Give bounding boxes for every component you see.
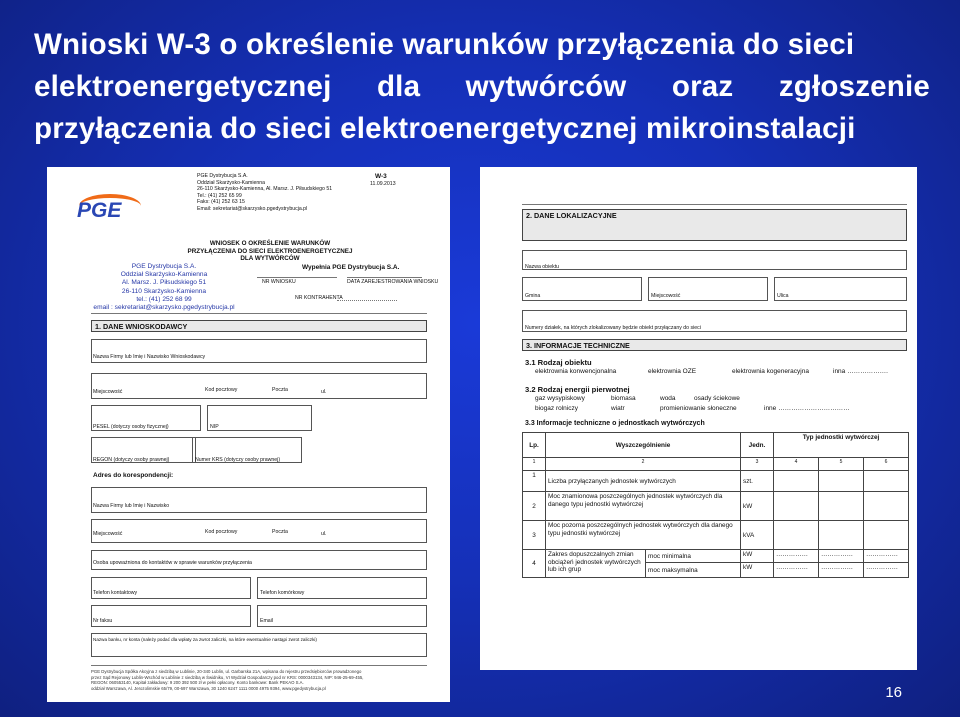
object-type: elektrownia kogeneracyjna: [732, 368, 809, 375]
footer-line: przez Sąd Rejonowy Lublin-Wschód w Lublinie z siedzibą w Świdniku, VI Wydział Gospodarczy pod nr KRS: 0000343134, NIP: 946-25-69-455,: [91, 674, 364, 680]
footer-text: [91, 669, 363, 691]
correspondence-heading: Adres do korespondencji:: [93, 472, 174, 479]
slide-title: [34, 24, 930, 150]
table-cell: 2: [523, 492, 546, 521]
field-box: [91, 373, 427, 399]
table-header: Lp.: [523, 433, 546, 458]
rule: [91, 665, 427, 666]
table-cell: 3: [741, 458, 774, 471]
field-label: Osoba upoważniona do kontaktów w sprawie warunków przyłączenia: [93, 560, 252, 566]
object-type: inna ……………….: [833, 368, 888, 375]
field-label: Kod pocztowy: [205, 529, 238, 535]
field-box: [522, 250, 907, 270]
table-cell: [864, 471, 909, 492]
table-header: Jedn.: [741, 433, 774, 458]
field-label: REGON (dotyczy osoby prawnej): [93, 457, 170, 463]
section-1-header: 1. DANE WNIOSKODAWCY: [91, 320, 427, 332]
heading-line: WNIOSEK O OKREŚLENIE WARUNKÓW: [209, 240, 331, 247]
title-word: zgłoszenie: [778, 70, 930, 103]
nr-wniosku-label: NR WNIOSKU: [262, 279, 296, 285]
footer-line: PGE Dystrybucja Spółka Akcyjna z siedzibą w Lublinie, 20-340 Lublin, ul. Garbarska 21A, wpisana do rejestru przedsiębiorców prowadzonego: [91, 669, 362, 674]
object-type: elektrownia konwencjonalna: [535, 368, 617, 375]
table-cell: 1: [523, 458, 546, 471]
tech-table: [522, 432, 909, 578]
footer-line: REGON: 060553140, Kapitał zakładowy: 9 200 392 500 zł w pełni opłacony. Konto bankowe: Bank PEKAO S.A.: [91, 680, 304, 686]
table-cell: [774, 471, 819, 492]
address-block: [89, 263, 239, 312]
field-label: Telefon komórkowy: [260, 590, 305, 596]
company-line: PGE Dystrybucja S.A.: [197, 173, 248, 179]
heading-line: DLA WYTWÓRCÓW: [240, 255, 300, 262]
subsection-3-2: 3.2 Rodzaj energii pierwotnej: [525, 385, 630, 394]
field-box: [91, 605, 251, 627]
page-number: 16: [885, 684, 902, 701]
title-line-3: przyłączenia do sieci elektroenergetycznej mikroinstalacji: [34, 112, 856, 145]
table-cell: kW: [741, 492, 774, 521]
field-label: Nazwa banku, nr konta (należy podać dla wpłaty za zwrot zaliczki, na które ewentualnie nastąpi zwrot zaliczki): [93, 637, 317, 642]
table-cell: 1: [523, 471, 546, 492]
field-label: Nr faksu: [93, 618, 113, 624]
table-cell: 3: [523, 521, 546, 550]
field-label: Nazwa Firmy lub Imię i Nazwisko: [93, 503, 170, 509]
field-label: Miejscowość: [651, 293, 681, 299]
table-cell: [774, 492, 819, 521]
table-cell: [819, 471, 864, 492]
field-box: [774, 277, 907, 301]
table-cell: kW: [741, 550, 774, 563]
object-type: elektrownia OZE: [648, 368, 697, 375]
company-line: Oddział Skarżysko-Kamienna: [197, 179, 266, 186]
table-cell: Moc znamionowa poszczególnych jednostek wytwórczych dla danego typu jednostki wytwórczej: [546, 492, 741, 521]
form-page-2-image: [480, 167, 917, 670]
table-header: Wyszczególnienie: [546, 433, 741, 458]
filled-by-label: Wypełnia PGE Dystrybucja S.A.: [302, 264, 400, 271]
field-label: Telefon kontaktowy: [93, 590, 138, 596]
footer-line: oddział Warszawa, Al. Jerozolimskie 65/79, 00-697 Warszawa, 30 1240 6247 1111 0000 4975 9394, www.pgedystrybucja.pl: [91, 685, 326, 691]
table-cell: Zakres dopuszczalnych zmian obciążeń jednostek wytwórczych lub ich grup: [546, 550, 646, 578]
company-block: [197, 173, 332, 212]
table-row: [523, 458, 909, 471]
address-line: 26-110 Skarżysko-Kamienna: [121, 287, 207, 295]
field-label: Nazwa obiektu: [525, 264, 560, 270]
title-word: elektroenergetycznej: [34, 70, 332, 103]
table-cell: 6: [864, 458, 909, 471]
table-cell: kVA: [741, 521, 774, 550]
field-label: Nazwa Firmy lub Imię i Nazwisko Wnioskodawcy: [93, 354, 206, 360]
form-heading: [165, 240, 375, 263]
table-cell: 4: [523, 550, 546, 578]
field-label: PESEL (dotyczy osoby fizycznej): [93, 424, 169, 430]
table-cell: ……………: [864, 550, 909, 563]
title-line-2: [34, 66, 930, 108]
table-cell: ……………: [774, 563, 819, 578]
form-date: 11.09.2013: [370, 181, 396, 187]
field-label: NIP: [210, 424, 219, 430]
pge-logo: PGE: [77, 199, 122, 222]
energy-type: osady ściekowe: [694, 395, 740, 402]
form-code: W-3: [375, 173, 387, 180]
energy-type: gaz wysypiskowy: [535, 395, 585, 402]
rule: [337, 300, 397, 301]
field-label: Poczta: [272, 387, 288, 393]
table-cell: Moc pozorna poszczególnych jednostek wytwórczych dla danego typu jednostki wytwórczej: [546, 521, 741, 550]
heading-line: PRZYŁĄCZENIA DO SIECI ELEKTROENERGETYCZNEJ: [187, 247, 353, 255]
table-cell: ……………: [774, 550, 819, 563]
address-line: Oddział Skarżysko-Kamienna: [120, 271, 208, 279]
address-line: PGE Dystrybucja S.A.: [131, 263, 197, 270]
form-page-1-image: [47, 167, 450, 702]
table-cell: kW: [741, 563, 774, 578]
energy-type: inne ……………………………: [764, 405, 850, 412]
field-label: Numer KRS (dotyczy osoby prawnej): [195, 457, 281, 463]
table-cell: [774, 521, 819, 550]
rule: [347, 277, 422, 278]
subsection-3-3: 3.3 Informacje techniczne o jednostkach wytwórczych: [525, 420, 705, 427]
field-label: Email: [260, 618, 273, 624]
company-line: Tel.: (41) 252 65 99: [197, 192, 242, 199]
table-cell: 4: [774, 458, 819, 471]
table-cell: szt.: [741, 471, 774, 492]
table-header-row: [523, 433, 909, 458]
field-box: [91, 519, 427, 543]
address-line: email : sekretariat@skarzysko.pgedystrybucja.pl: [93, 304, 235, 312]
table-cell: [864, 492, 909, 521]
section-2-header: 2. DANE LOKALIZACYJNE: [522, 209, 907, 241]
address-line: tel.: (41) 252 68 99: [136, 295, 192, 303]
rule: [91, 313, 427, 314]
nr-kontrahenta-label: NR KONTRAHENTA: [295, 295, 343, 301]
rule: [257, 277, 337, 278]
table-cell: Liczba przyłączanych jednostek wytwórczych: [546, 471, 741, 492]
table-row: [523, 492, 909, 521]
field-label: Miejscowość: [93, 531, 123, 537]
table-cell: moc maksymalna: [646, 563, 741, 578]
company-line: Faks: (41) 252 63 15: [197, 199, 245, 205]
field-label: ul.: [321, 389, 327, 395]
energy-type: wiatr: [611, 405, 625, 412]
section-3-header: 3. INFORMACJE TECHNICZNE: [522, 339, 907, 351]
energy-type: promieniowanie słoneczne: [660, 405, 737, 412]
table-row: [523, 471, 909, 492]
data-zarejestrowania-label: DATA ZAREJESTROWANIA WNIOSKU: [347, 279, 439, 285]
field-label: Miejscowość: [93, 389, 123, 395]
title-word: oraz: [671, 70, 734, 103]
table-header: Typ jednostki wytwórczej: [774, 433, 909, 458]
energy-type: biomasa: [611, 395, 636, 402]
field-label: Gmina: [525, 293, 541, 299]
title-word: dla: [376, 70, 421, 103]
address-line: Al. Marsz. J. Piłsudskiego 51: [121, 279, 207, 287]
subsection-3-1: 3.1 Rodzaj obiektu: [525, 358, 592, 367]
table-row: [523, 521, 909, 550]
company-line: 26-110 Skarżysko-Kamienna, Al. Marsz. J. Piłsudskiego 51: [197, 186, 333, 192]
table-cell: [819, 492, 864, 521]
table-cell: ……………: [864, 563, 909, 578]
title-word: wytwórców: [465, 70, 627, 103]
field-box: [207, 405, 312, 431]
table-cell: 2: [546, 458, 741, 471]
field-label: Poczta: [272, 529, 288, 535]
field-label: ul.: [321, 531, 327, 537]
title-line-1: Wnioski W-3 o określenie warunków przyłączenia do sieci: [34, 28, 855, 61]
table-cell: [819, 521, 864, 550]
table-cell: ……………: [819, 550, 864, 563]
energy-type: woda: [660, 395, 676, 402]
table-cell: ……………: [819, 563, 864, 578]
field-label: Numery działek, na których zlokalizowany będzie obiekt przyłączany do sieci: [525, 325, 701, 331]
table-cell: [864, 521, 909, 550]
table-row: [523, 550, 909, 563]
table-cell: 5: [819, 458, 864, 471]
rule: [522, 204, 907, 205]
field-label: Kod pocztowy: [205, 387, 238, 393]
table-cell: moc minimalna: [646, 550, 741, 563]
field-box: [257, 605, 427, 627]
company-line: Email: sekretariat@skarzysko.pgedystrybucja.pl: [197, 205, 308, 212]
field-label: Ulica: [777, 293, 789, 299]
energy-type: biogaz rolniczy: [535, 405, 578, 412]
